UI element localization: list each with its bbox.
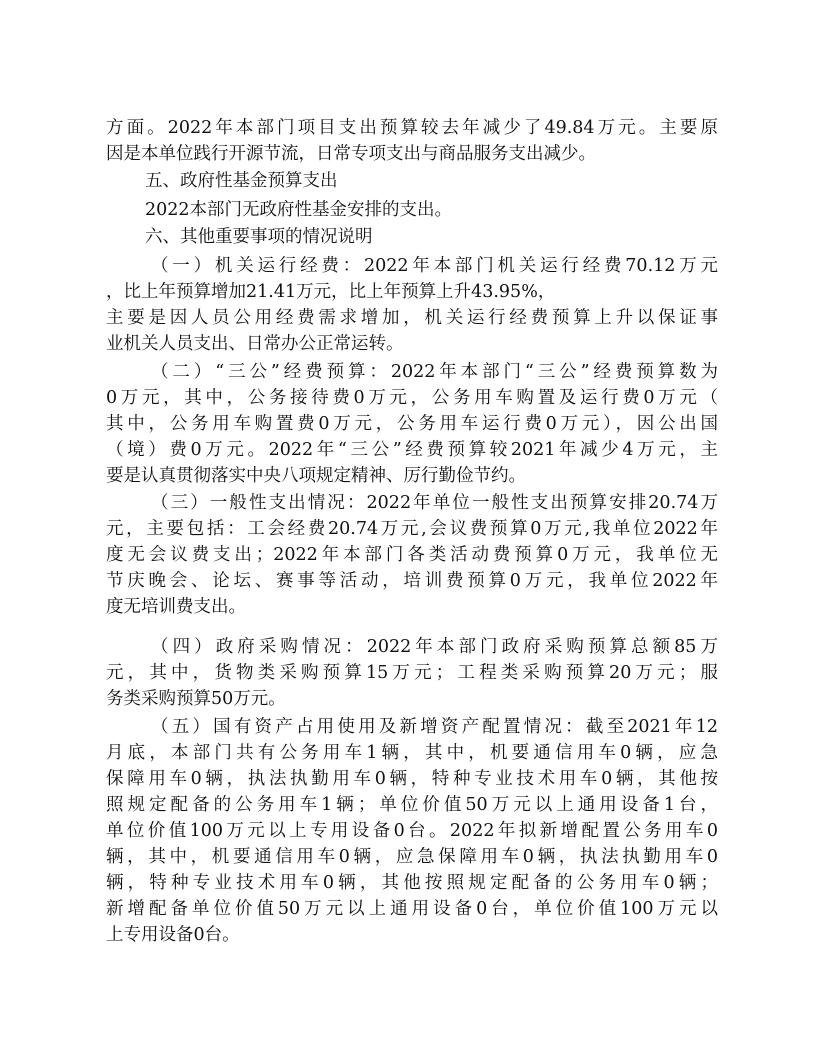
text-line: 月底，本部门共有公务用车1辆，其中，机要通信用车0辆，应急 bbox=[106, 743, 718, 763]
text-line: 2022本部门无政府性基金安排的支出。 bbox=[145, 200, 453, 220]
text-line: （二）“三公”经费预算：2022年本部门“三公”经费预算数为 bbox=[151, 362, 718, 382]
text-line: 新增配备单位价值50万元以上通用设备0台，单位价值100万元以 bbox=[106, 899, 718, 919]
text-line: 因是本单位践行开源节流，日常专项支出与商品服务支出减少。 bbox=[106, 144, 596, 164]
text-line: 元，主要包括：工会经费20.74万元,会议费预算0万元,我单位2022年 bbox=[106, 519, 718, 539]
text-line: 保障用车0辆，执法执勤用车0辆，特种专业技术用车0辆，其他按 bbox=[106, 769, 718, 789]
text-line: （四）政府采购情况：2022年本部门政府采购预算总额85万 bbox=[151, 637, 718, 657]
text-line: 度无培训费支出。 bbox=[106, 597, 246, 617]
text-line: 其中，公务用车购置费0万元，公务用车运行费0万元），因公出国 bbox=[106, 414, 718, 434]
text-line: ，比上年预算增加21.41万元，比上年预算上升43.95%， bbox=[106, 282, 556, 302]
text-line: 业机关人员支出、日常办公正常运转。 bbox=[106, 334, 404, 354]
text-line: 务类采购预算50万元。 bbox=[106, 689, 286, 709]
text-line: 方面。2022年本部门项目支出预算较去年减少了49.84万元。主要原 bbox=[106, 118, 718, 138]
text-line: 节庆晚会、论坛、赛事等活动，培训费预算0万元，我单位2022年 bbox=[106, 571, 718, 591]
text-line: 上专用设备0台。 bbox=[106, 925, 240, 945]
text-line: 度无会议费支出；2022年本部门各类活动费预算0万元，我单位无 bbox=[106, 545, 718, 565]
text-line: 要是认真贯彻落实中央八项规定精神、厉行勤俭节约。 bbox=[106, 466, 526, 486]
text-line: 元，其中，货物类采购预算15万元；工程类采购预算20万元；服 bbox=[106, 663, 718, 683]
text-line: 单位价值100万元以上专用设备0台。2022年拟新增配置公务用车0 bbox=[106, 821, 718, 841]
section-heading: 五、政府性基金预算支出 bbox=[145, 171, 338, 191]
text-line: 辆，特种专业技术用车0辆，其他按照规定配备的公务用车0辆； bbox=[106, 873, 718, 893]
text-line: 0万元，其中，公务接待费0万元，公务用车购置及运行费0万元（ bbox=[106, 388, 718, 408]
text-line: 主要是因人员公用经费需求增加，机关运行经费预算上升以保证事 bbox=[106, 308, 718, 328]
text-line: （五）国有资产占用使用及新增资产配置情况：截至2021年12 bbox=[151, 717, 718, 737]
text-line: （境）费0万元。2022年“三公”经费预算较2021年减少4万元，主 bbox=[106, 440, 718, 460]
text-line: 辆，其中，机要通信用车0辆，应急保障用车0辆，执法执勤用车0 bbox=[106, 847, 718, 867]
text-line: 照规定配备的公务用车1辆；单位价值50万元以上通用设备1台， bbox=[106, 795, 718, 815]
section-heading: 六、其他重要事项的情况说明 bbox=[145, 227, 373, 247]
text-line: （一）机关运行经费：2022年本部门机关运行经费70.12万元 bbox=[151, 256, 718, 276]
text-line: （三）一般性支出情况：2022年单位一般性支出预算安排20.74万 bbox=[151, 493, 718, 513]
